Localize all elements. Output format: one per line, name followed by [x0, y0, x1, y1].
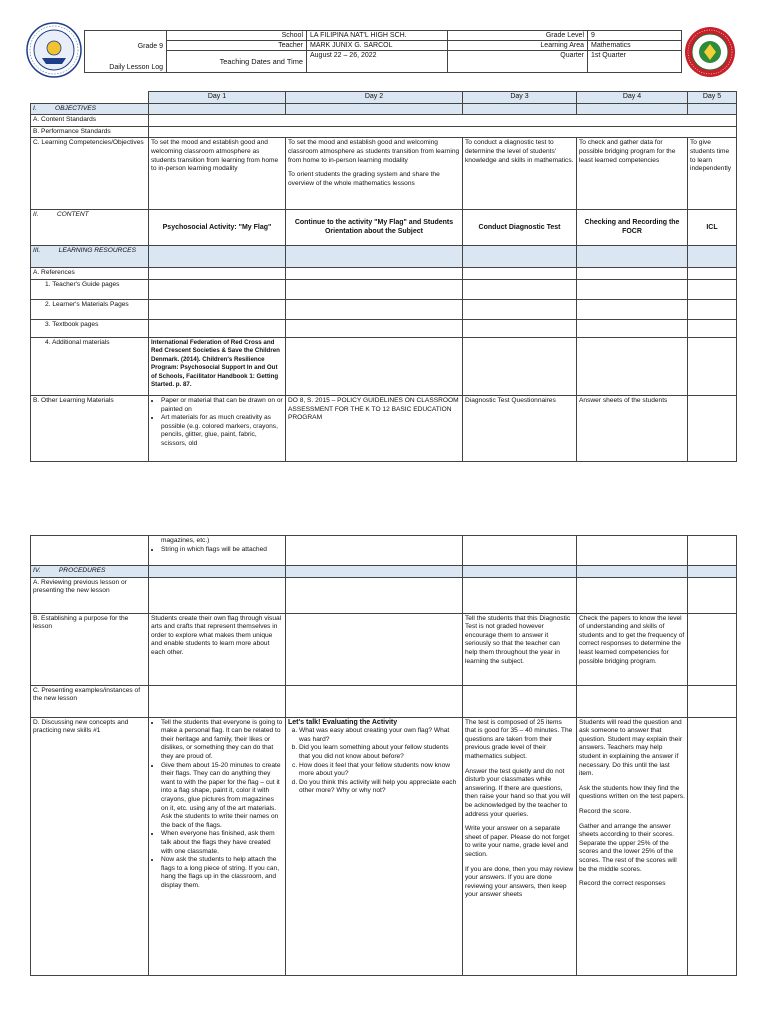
content-day2: Continue to the activity "My Flag" and Students Orientation about the Subject — [286, 210, 463, 246]
purpose-day3: Tell the students that this Diagnostic Test is not graded however encourage them to answer it seriously so that the teacher can help them throughout the year in learning the subject. — [463, 613, 577, 685]
grade-label: Grade 9 — [137, 42, 163, 50]
lesson-table-page2 — [30, 535, 737, 976]
school-seal-logo — [684, 26, 736, 78]
list-item: • When everyone has finished, ask them talk about the flags they have created with one classmate. — [161, 830, 283, 856]
day-header-5: Day 5 — [688, 92, 737, 104]
learning-area-label: Learning Area — [448, 41, 588, 51]
additional-materials-label: 4. Additional materials — [31, 337, 149, 395]
list-item: • Give them about 15-20 minutes to create their flags. They can do anything they want to with the paper for the flag – cut it into a flag shape, paint it, color it with crayons, glue pictures from magazines on it, etc. using any of the art materials. Ask the students to write their names on the back of the flags. — [161, 762, 283, 831]
purpose-label: B. Establishing a purpose for the lesson — [31, 613, 149, 685]
day-header-1: Day 1 — [149, 92, 286, 104]
other-materials-continued: magazines, etc.) • String in which flags will be attached — [149, 536, 286, 566]
objective-day4: To check and gather data for possible bridging program for the least learned competencies — [577, 138, 688, 210]
learners-materials-label: 2. Learner's Materials Pages — [31, 299, 149, 319]
grade-level-label: Grade Level — [448, 31, 588, 41]
dates-label: Teaching Dates and Time — [167, 51, 307, 73]
references-label: A. References — [31, 268, 149, 280]
list-item: • String in which flags will be attached — [161, 546, 283, 555]
other-materials-day3: Diagnostic Test Questionnaires — [463, 395, 577, 461]
school-label: School — [167, 31, 307, 41]
other-materials-day4: Answer sheets of the students — [577, 395, 688, 461]
list-item: d. Do you think this activity will help you appreciate each other more? Why or why not? — [299, 779, 460, 796]
additional-materials-day1: International Federation of Red Cross and Red Crescent Societies & Save the Children Denmark. (2014). Children's Resilience Program: Psychosocial Support In and Out of Schools, Facilitator Handbook 1: Getting Started. p. 87. — [149, 337, 286, 395]
list-item: a. What was easy about creating your own flag? What was hard? — [299, 727, 460, 744]
procedures-heading: IV. PROCEDURES — [31, 566, 149, 578]
list-item: b. Did you learn something about your fellow students that you did not know about before? — [299, 744, 460, 761]
presenting-examples-label: C. Presenting examples/instances of the new lesson — [31, 685, 149, 717]
list-item: • Paper or material that can be drawn on or painted on — [161, 397, 283, 414]
competencies-label: C. Learning Competencies/Objectives — [31, 138, 149, 210]
objective-day3: To conduct a diagnostic test to determine the level of students' knowledge and skills in mathematics. — [463, 138, 577, 210]
teacher-label: Teacher — [167, 41, 307, 51]
quarter-value: 1st Quarter — [588, 51, 682, 73]
discussing-concepts-label: D. Discussing new concepts and practicing new skills #1 — [31, 717, 149, 975]
content-standards-label: A. Content Standards — [31, 115, 149, 127]
list-item: • Now ask the students to help attach the flags to a long piece of string. If you can, hang the flags up in the classroom, and display them. — [161, 856, 283, 890]
content-day3: Conduct Diagnostic Test — [463, 210, 577, 246]
dates-value: August 22 – 26, 2022 — [307, 51, 448, 73]
list-item: • Tell the students that everyone is going to make a personal flag. It can be related to their heritage and family, their likes or dislikes, or something they can do that they are proud of. — [161, 719, 283, 762]
header-table — [84, 30, 682, 73]
textbook-label: 3. Textbook pages — [31, 319, 149, 337]
performance-standards-label: B. Performance Standards — [31, 126, 149, 138]
discussing-day3: The test is composed of 25 items that is good for 35 – 40 minutes. The questions are taken from their previous grade level of their mathematics subject. Answer the test quietly and do not disturb your classmates while answering. If there are questions, then raise your hand so that you will be acknowledged by the teacher to address your queries. Write your answer on a separate sheet of paper. Please do not forget to write your name, grade level and section. If you are done, then you may review your answers. If you are done reviewing your answers, then keep your answer sheets — [463, 717, 577, 975]
other-materials-day1 — [149, 395, 286, 461]
discussing-day4: Students will read the question and ask someone to answer that question. Student may explain their answers. Teachers may help student in explaining the answer if necessary. Do this until the last item. Ask the students how they find the questions written on the test papers. Record the score. Gather and arrange the answer sheets according to their scores. Separate the upper 25% of the scores and the lower 25% of the scores. The rest of the scores will be the middle scores. Record the correct responses — [577, 717, 688, 975]
discussing-day1 — [149, 717, 286, 975]
dll-label: Daily Lesson Log — [109, 64, 163, 71]
objective-day1: To set the mood and establish good and welcoming classroom atmosphere as students transition from learning from home to in-person learning modality — [149, 138, 286, 210]
day-header-3: Day 3 — [463, 92, 577, 104]
content-day5: ICL — [688, 210, 737, 246]
day-header-2: Day 2 — [286, 92, 463, 104]
resources-heading: III. LEARNING RESOURCES — [31, 246, 149, 268]
quarter-label: Quarter — [448, 51, 588, 73]
school-value: LA FILIPINA NAT'L HIGH SCH. — [307, 31, 448, 41]
deped-seal-logo — [26, 22, 82, 78]
discussing-day2: Let's talk! Evaluating the Activity a. What was easy about creating your own flag? What was hard? b. Did you learn something about your fellow students that you did not know about before? c. How does it feel that your fellow students now know more about you? d. Do you think this activity will help you appreciate each other more? Why or why not? — [286, 717, 463, 975]
content-day4: Checking and Recording the FOCR — [577, 210, 688, 246]
objective-day5: To give students time to learn independently — [688, 138, 737, 210]
content-day1: Psychosocial Activity: "My Flag" — [149, 210, 286, 246]
learning-area-value: Mathematics — [588, 41, 682, 51]
content-heading: II. CONTENT — [31, 210, 149, 246]
lesson-table-page1 — [30, 91, 737, 462]
objective-day2: To set the mood and establish good and welcoming classroom atmosphere as students transition from learning from home to in-person learning modality To orient students the grading system and share the overview of the whole mathematics lessons — [286, 138, 463, 210]
teachers-guide-label: 1. Teacher's Guide pages — [31, 279, 149, 299]
list-item: • Art materials for as much creativity as possible (e.g. colored markers, crayons, pencils, glitter, glue, paint, fabric, scissors, old — [161, 414, 283, 448]
grade-level-value: 9 — [588, 31, 682, 41]
objectives-heading: I. OBJECTIVES — [31, 103, 149, 115]
other-materials-day2: DO 8, S. 2015 – POLICY GUIDELINES ON CLASSROOM ASSESSMENT FOR THE K TO 12 BASIC EDUCATION PROGRAM — [286, 395, 463, 461]
purpose-day4: Check the papers to know the level of understanding and skills of students and to get the frequency of correct responses to determine the least learned competencies for possible bridging program. — [577, 613, 688, 685]
purpose-day1: Students create their own flag through visual arts and crafts that represent themselves in order to explore what makes them unique and enable students to learn more about each other. — [149, 613, 286, 685]
teacher-value: MARK JUNIX G. SARCOL — [307, 41, 448, 51]
other-materials-label: B. Other Learning Materials — [31, 395, 149, 461]
list-item: c. How does it feel that your fellow students now know more about you? — [299, 762, 460, 779]
day-header-4: Day 4 — [577, 92, 688, 104]
reviewing-lesson-label: A. Reviewing previous lesson or presenting the new lesson — [31, 577, 149, 613]
